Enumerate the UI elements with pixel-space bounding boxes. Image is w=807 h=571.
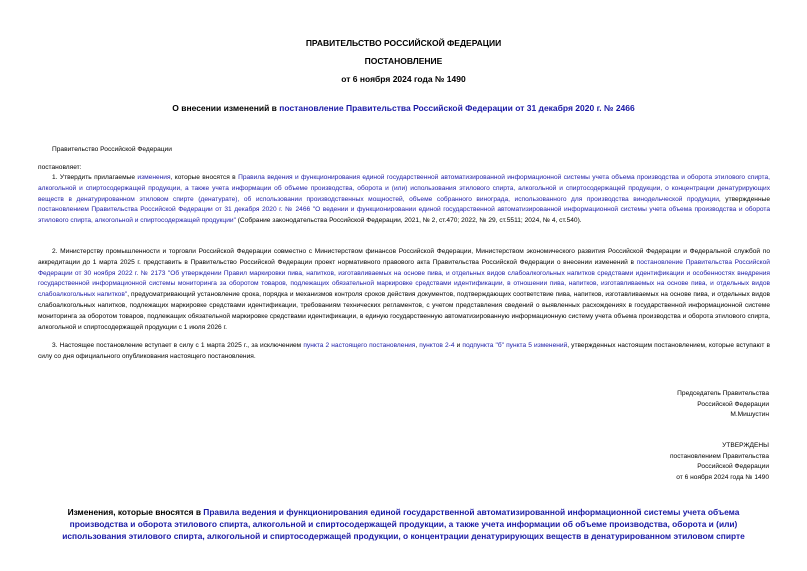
p1-text-d: (Собрание законодательства Российской Федерации, 2021, № 2, ст.470; 2022, № 29, ст.5511; 2024, № 4, ст.540). <box>235 217 582 225</box>
approval-block <box>469 441 769 483</box>
p1-link-resolution[interactable]: постановлением Правительства Российской Федерации от 31 декабря 2020 г. № 2466 "О ведении и функционировании единой государственной автоматизированной информационной системы учета объема производства и оборота этилового спирта, алкогольной и спиртосодержащей продукции" <box>38 206 770 225</box>
p3-link-subitem-b[interactable]: подпункта "б" пункта 5 изменений <box>462 342 568 349</box>
appendix-rules-link[interactable]: Правила ведения и функционирования единой государственной автоматизированной информационной системы учета объема производства и оборота этилового спирта, алкогольной и спиртосодержащей продукции, а также учета информации об объеме производства, оборота и (или) использования этилового спирта, алкогольной и спиртосодержащей продукции, о концентрации денатурирующих веществ в денатурированном этиловом спирте <box>62 507 745 541</box>
p2-text-a: 2. Министерству промышленности и торговли Российской Федерации совместно с Министерством финансов Российской Федерации, Министерством экономического развития Российской Федерации и Федеральной службой по аккредитации до 1 марта 2025 г. представить в Правительство Российской Федерации проект нормативного правового акта Правительства Российской Федерации о внесении изменений в <box>38 248 770 266</box>
approval-date: от 6 ноября 2024 года № 1490 <box>676 473 769 481</box>
paragraph-1 <box>38 173 770 227</box>
p1-text-b: , которые вносятся в <box>170 174 239 181</box>
government-heading: ПРАВИТЕЛЬСТВО РОССИЙСКОЙ ФЕДЕРАЦИИ <box>305 38 502 48</box>
appendix-title <box>40 506 767 542</box>
p2-text-b: , предусматривающий установление срока, порядка и механизмов контроля сроков действия документов, подтверждающих соответствие пива, напитков, изготавливаемых на основе пива, и отдельных видов слабоалкогольных напитков, подлежащих маркировке средствами идентификации, требованиям технических регламентов, с учетом представления сведений о выявленных расхождениях в государственной информационной системе мониторинга за оборотом товаров, подлежащих обязательной маркировке средствами идентификации, в единую государственную автоматизированную информационную систему учета объема производства и оборота этилового спирта, алкогольной и спиртосодержащей продукции с 1 июля 2026 г. <box>38 291 770 331</box>
intro-government: Правительство Российской Федерации <box>52 146 172 153</box>
p3-text-b: , <box>415 342 420 349</box>
intro-decree: постановляет: <box>38 164 82 171</box>
document-type: ПОСТАНОВЛЕНИЕ <box>364 56 443 66</box>
p3-link-item-2[interactable]: пункта 2 настоящего постановления <box>303 342 416 349</box>
document-date-number: от 6 ноября 2024 года № 1490 <box>341 74 466 84</box>
title-prefix: О внесении изменений в <box>172 103 280 113</box>
p2-link-resolution[interactable]: постановление Правительства Российской Федерации от 30 ноября 2022 г. № 2173 "Об утверждении Правил маркировки пива, напитков, изготавливаемых на основе пива, и отдельных видов слабоалкогольных напитков средствами идентификации и особенностях внедрения государственной информационной системы мониторинга за оборотом товаров, подлежащих обязательной маркировке средствами идентификации, в отношении пива, напитков, изготавливаемых на основе пива, и отдельных видов слабоалкогольных напитков" <box>38 258 770 299</box>
appendix-prefix: Изменения, которые вносятся в <box>67 507 204 517</box>
signature-name: М.Мишустин <box>730 411 769 418</box>
approval-by: постановлением Правительства <box>669 452 769 460</box>
signature-block <box>469 389 769 421</box>
p1-link-rules[interactable]: Правила ведения и функционирования единой государственной автоматизированной информационной системы учета объема производства и оборота этилового спирта, алкогольной и спиртосодержащей продукции, а также учета информации об объеме производства, оборота и (или) использования этилового спирта, алкогольной и спиртосодержащей продукции, о концентрации денатурирующих веществ в денатурированном этиловом спирте (денатурате), об использовании производственных мощностей, объеме собранного винограда, использованного для производства винодельческой продукции <box>38 174 770 203</box>
document-title <box>0 103 807 113</box>
p3-text-d: , утвержденных настоящим постановлением, которые вступают в силу со дня официального опубликования настоящего постановления. <box>38 342 770 360</box>
p3-link-items-2-4[interactable]: пунктов 2-4 <box>419 342 455 349</box>
title-link[interactable]: постановление Правительства Российской Федерации от 31 декабря 2020 г. № 2466 <box>279 103 635 113</box>
signature-country: Российской Федерации <box>697 400 769 408</box>
signature-title: Председатель Правительства <box>677 390 769 397</box>
paragraph-3 <box>38 341 770 363</box>
p1-link-changes[interactable]: изменения <box>137 174 171 181</box>
p1-text-c: , утвержденные <box>718 195 771 203</box>
approval-country: Российской Федерации <box>697 463 769 470</box>
paragraph-2 <box>38 247 770 333</box>
p1-text-a: 1. Утвердить прилагаемые <box>52 174 138 181</box>
approval-heading: УТВЕРЖДЕНЫ <box>722 442 769 449</box>
p3-text-c: и <box>454 342 463 349</box>
p3-text-a: 3. Настоящее постановление вступает в силу с 1 марта 2025 г., за исключением <box>52 342 304 349</box>
